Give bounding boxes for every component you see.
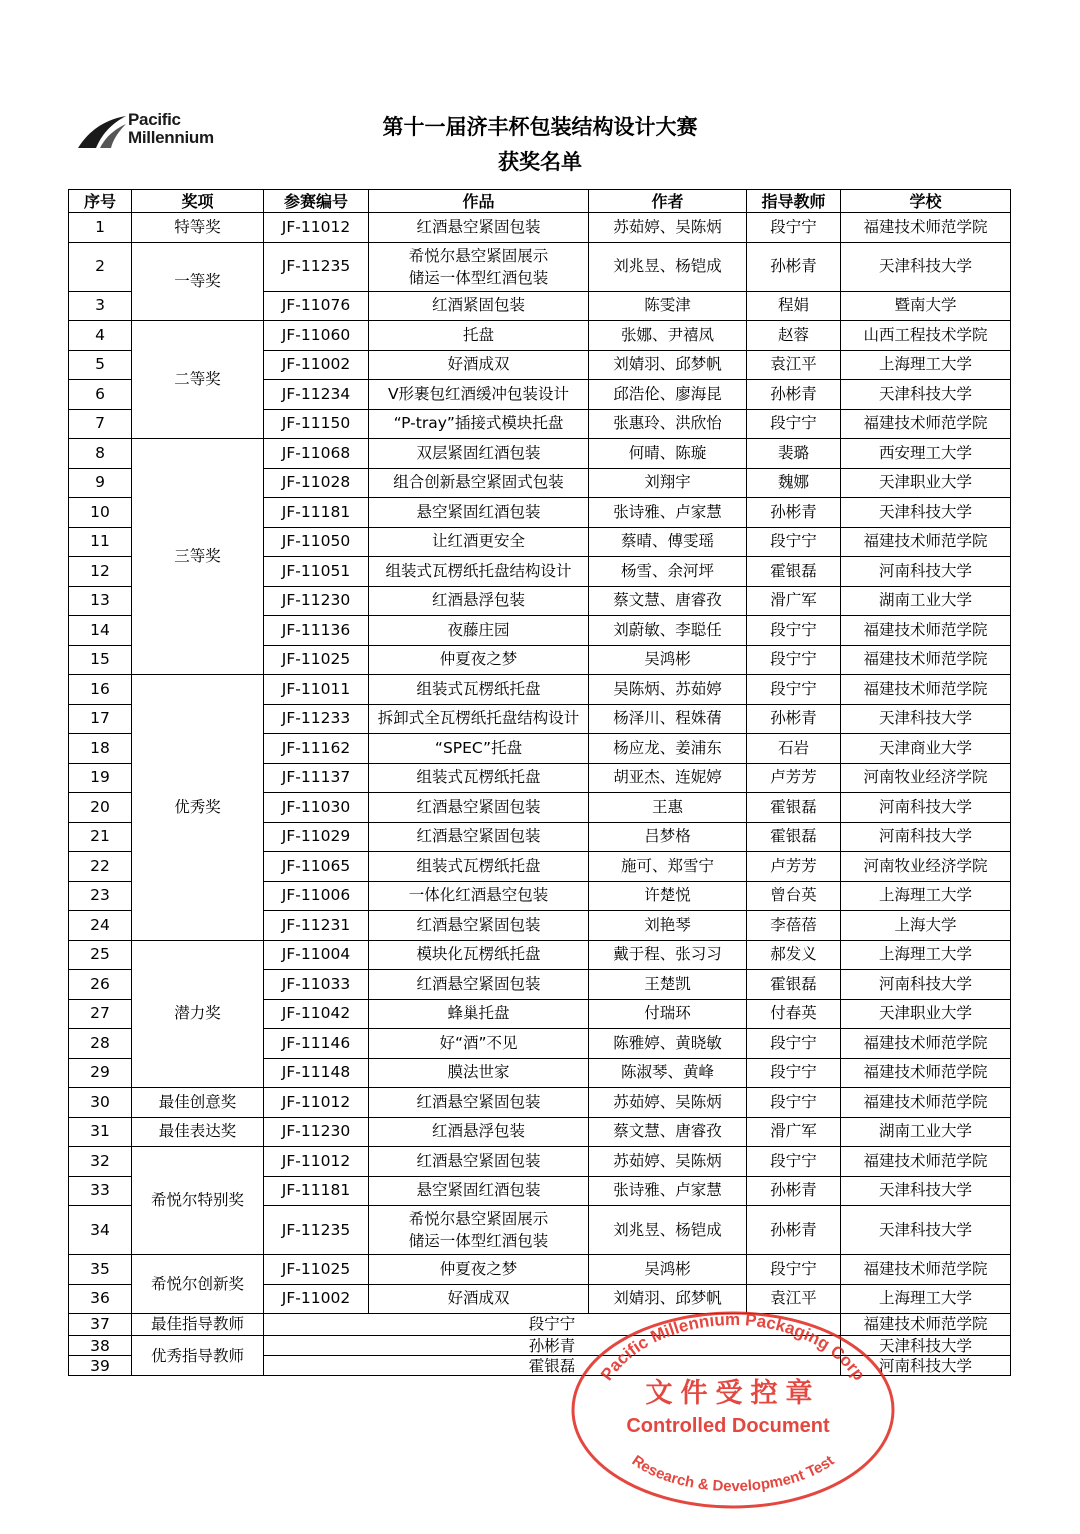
award-table: [68, 189, 1011, 1376]
advisor-name: 卢芳芳: [747, 763, 841, 793]
advisor-name: 滑广军: [747, 586, 841, 616]
advisor-name: 滑广军: [747, 1117, 841, 1147]
author-names: 刘蔚敏、李聪任: [589, 616, 747, 646]
entry-code: JF-11231: [264, 911, 369, 941]
entry-code: JF-11060: [264, 321, 369, 351]
author-names: 吴陈炳、苏茹婷: [589, 675, 747, 705]
work-title: [369, 242, 589, 291]
row-number: 10: [69, 498, 132, 528]
row-number: 32: [69, 1147, 132, 1177]
author-names: 苏茹婷、吴陈炳: [589, 213, 747, 243]
author-names: 胡亚杰、连妮婷: [589, 763, 747, 793]
work-title: 红酒悬空紧固包装: [369, 213, 589, 243]
award-table-body: [69, 213, 1011, 1376]
school-name: 西安理工大学: [841, 439, 1011, 469]
work-title: 红酒紧固包装: [369, 291, 589, 321]
work-title: [369, 1206, 589, 1255]
school-name: 河南牧业经济学院: [841, 763, 1011, 793]
school-name: 天津科技大学: [841, 704, 1011, 734]
entry-code: JF-11002: [264, 350, 369, 380]
work-title: 让红酒更安全: [369, 527, 589, 557]
author-names: 吴鸿彬: [589, 645, 747, 675]
award-name: 最佳指导教师: [132, 1314, 264, 1336]
school-name: 湖南工业大学: [841, 586, 1011, 616]
teacher-name: 霍银磊: [264, 1356, 841, 1376]
teacher-award-row: [69, 1336, 1011, 1356]
work-title: 仲夏夜之梦: [369, 645, 589, 675]
row-number: 16: [69, 675, 132, 705]
author-names: 杨泽川、程姝蒨: [589, 704, 747, 734]
advisor-name: 孙彬青: [747, 704, 841, 734]
school-name: 福建技术师范学院: [841, 645, 1011, 675]
school-name: 上海理工大学: [841, 350, 1011, 380]
school-name: 福建技术师范学院: [841, 527, 1011, 557]
row-number: 22: [69, 852, 132, 882]
work-title: “P-tray”插接式模块托盘: [369, 409, 589, 439]
advisor-name: 程娟: [747, 291, 841, 321]
award-name: 最佳表达奖: [132, 1117, 264, 1147]
work-title: 组装式瓦楞纸托盘: [369, 675, 589, 705]
header-award: 奖项: [132, 190, 264, 213]
advisor-name: 袁江平: [747, 350, 841, 380]
row-number: 27: [69, 999, 132, 1029]
author-names: 陈淑琴、黄峰: [589, 1058, 747, 1088]
school-name: 天津职业大学: [841, 999, 1011, 1029]
work-title: 红酒悬空紧固包装: [369, 1147, 589, 1177]
work-title: 红酒悬空紧固包装: [369, 822, 589, 852]
school-name: 天津科技大学: [841, 380, 1011, 410]
advisor-name: 石岩: [747, 734, 841, 764]
entry-code: JF-11137: [264, 763, 369, 793]
entry-code: JF-11076: [264, 291, 369, 321]
award-name: 一等奖: [132, 242, 264, 321]
author-names: 蔡文慧、唐睿孜: [589, 1117, 747, 1147]
author-names: 苏茹婷、吴陈炳: [589, 1147, 747, 1177]
entry-code: JF-11234: [264, 380, 369, 410]
work-title: 托盘: [369, 321, 589, 351]
header-no: 序号: [69, 190, 132, 213]
row-number: 24: [69, 911, 132, 941]
entry-code: JF-11136: [264, 616, 369, 646]
author-names: 蔡文慧、唐睿孜: [589, 586, 747, 616]
table-row: [69, 1117, 1011, 1147]
row-number: 38: [69, 1336, 132, 1356]
row-number: 14: [69, 616, 132, 646]
author-names: 刘翔宇: [589, 468, 747, 498]
table-row: [69, 213, 1011, 243]
advisor-name: 赵蓉: [747, 321, 841, 351]
work-title: 膜法世家: [369, 1058, 589, 1088]
work-title: 好酒成双: [369, 350, 589, 380]
advisor-name: 李蓓蓓: [747, 911, 841, 941]
school-name: 天津科技大学: [841, 1336, 1011, 1356]
advisor-name: 段宁宁: [747, 213, 841, 243]
advisor-name: 段宁宁: [747, 1255, 841, 1285]
advisor-name: 郝发义: [747, 940, 841, 970]
school-name: 福建技术师范学院: [841, 1255, 1011, 1285]
author-names: 付瑞环: [589, 999, 747, 1029]
header-author: 作者: [589, 190, 747, 213]
entry-code: JF-11028: [264, 468, 369, 498]
advisor-name: 孙彬青: [747, 242, 841, 291]
table-row: [69, 439, 1011, 469]
work-title: 红酒悬浮包装: [369, 1117, 589, 1147]
author-names: 王惠: [589, 793, 747, 823]
author-names: 王楚凯: [589, 970, 747, 1000]
entry-code: JF-11030: [264, 793, 369, 823]
advisor-name: 段宁宁: [747, 645, 841, 675]
work-title: 红酒悬空紧固包装: [369, 1088, 589, 1118]
school-name: 福建技术师范学院: [841, 1029, 1011, 1059]
advisor-name: 孙彬青: [747, 1206, 841, 1255]
work-title: 悬空紧固红酒包装: [369, 498, 589, 528]
author-names: 陈雅婷、黄晓敏: [589, 1029, 747, 1059]
row-number: 4: [69, 321, 132, 351]
teacher-name: 段宁宁: [264, 1314, 841, 1336]
entry-code: JF-11050: [264, 527, 369, 557]
table-row: [69, 1147, 1011, 1177]
advisor-name: 裴璐: [747, 439, 841, 469]
advisor-name: 段宁宁: [747, 1147, 841, 1177]
entry-code: JF-11012: [264, 1088, 369, 1118]
row-number: 13: [69, 586, 132, 616]
author-names: 张诗雅、卢家慧: [589, 1176, 747, 1206]
row-number: 1: [69, 213, 132, 243]
entry-code: JF-11012: [264, 1147, 369, 1177]
header-teacher: 指导教师: [747, 190, 841, 213]
entry-code: JF-11029: [264, 822, 369, 852]
work-title: 拆卸式全瓦楞纸托盘结构设计: [369, 704, 589, 734]
row-number: 35: [69, 1255, 132, 1285]
teacher-award-row: [69, 1314, 1011, 1336]
work-title-line: 希悦尔悬空紧固展示: [408, 246, 549, 265]
entry-code: JF-11025: [264, 1255, 369, 1285]
school-name: 福建技术师范学院: [841, 616, 1011, 646]
school-name: 福建技术师范学院: [841, 213, 1011, 243]
work-title-line: 储运一体型红酒包装: [408, 1232, 549, 1250]
author-names: 施可、郑雪宁: [589, 852, 747, 882]
author-names: 刘兆昱、杨铠成: [589, 242, 747, 291]
logo-line2: Millennium: [128, 128, 214, 147]
school-name: 河南科技大学: [841, 1356, 1011, 1376]
header-school: 学校: [841, 190, 1011, 213]
entry-code: JF-11230: [264, 586, 369, 616]
author-names: 蔡晴、傅雯瑶: [589, 527, 747, 557]
entry-code: JF-11146: [264, 1029, 369, 1059]
row-number: 36: [69, 1284, 132, 1314]
entry-code: JF-11006: [264, 881, 369, 911]
work-title: 红酒悬空紧固包装: [369, 970, 589, 1000]
award-name: 优秀指导教师: [132, 1336, 264, 1376]
work-title: 好“酒”不见: [369, 1029, 589, 1059]
table-row: [69, 675, 1011, 705]
table-row: [69, 940, 1011, 970]
school-name: 福建技术师范学院: [841, 1058, 1011, 1088]
advisor-name: 魏娜: [747, 468, 841, 498]
work-title: 红酒悬空紧固包装: [369, 793, 589, 823]
table-row: [69, 1088, 1011, 1118]
author-names: 何晴、陈璇: [589, 439, 747, 469]
page-subtitle: 获奖名单: [498, 150, 582, 174]
logo-line1: Pacific: [128, 110, 181, 129]
row-number: 23: [69, 881, 132, 911]
author-names: 吕梦格: [589, 822, 747, 852]
advisor-name: 霍银磊: [747, 970, 841, 1000]
row-number: 20: [69, 793, 132, 823]
header-code: 参赛编号: [264, 190, 369, 213]
work-title: 一体化红酒悬空包装: [369, 881, 589, 911]
school-name: 河南科技大学: [841, 793, 1011, 823]
work-title-line: 希悦尔悬空紧固展示: [408, 1210, 549, 1228]
row-number: 26: [69, 970, 132, 1000]
author-names: 刘兆昱、杨铠成: [589, 1206, 747, 1255]
row-number: 5: [69, 350, 132, 380]
row-number: 31: [69, 1117, 132, 1147]
award-name: 优秀奖: [132, 675, 264, 941]
school-name: 福建技术师范学院: [841, 1314, 1011, 1336]
school-name: 上海理工大学: [841, 940, 1011, 970]
school-name: 上海理工大学: [841, 1284, 1011, 1314]
author-names: 杨雪、余河坪: [589, 557, 747, 587]
row-number: 19: [69, 763, 132, 793]
author-names: 陈雯津: [589, 291, 747, 321]
award-name: 三等奖: [132, 439, 264, 675]
award-name: 特等奖: [132, 213, 264, 243]
author-names: 张惠玲、洪欣怡: [589, 409, 747, 439]
stamp-center-text: 文件受控章: [645, 1378, 821, 1409]
advisor-name: 段宁宁: [747, 616, 841, 646]
school-name: 河南科技大学: [841, 557, 1011, 587]
award-name: 希悦尔创新奖: [132, 1255, 264, 1314]
author-names: 许楚悦: [589, 881, 747, 911]
row-number: 2: [69, 242, 132, 291]
school-name: 河南科技大学: [841, 970, 1011, 1000]
row-number: 11: [69, 527, 132, 557]
table-header-row: [69, 190, 1011, 213]
school-name: 福建技术师范学院: [841, 409, 1011, 439]
advisor-name: 袁江平: [747, 1284, 841, 1314]
award-name: 希悦尔特别奖: [132, 1147, 264, 1255]
work-title-line: 储运一体型红酒包装: [408, 268, 549, 287]
table-row: [69, 1255, 1011, 1285]
advisor-name: 孙彬青: [747, 1176, 841, 1206]
stamp-bottom-text: Research & Development Test: [628, 1452, 838, 1495]
header-work: 作品: [369, 190, 589, 213]
work-title: 组装式瓦楞纸托盘: [369, 763, 589, 793]
entry-code: JF-11181: [264, 1176, 369, 1206]
entry-code: JF-11230: [264, 1117, 369, 1147]
advisor-name: 孙彬青: [747, 498, 841, 528]
author-names: 刘婧羽、邱梦帆: [589, 350, 747, 380]
advisor-name: 孙彬青: [747, 380, 841, 410]
school-name: 上海大学: [841, 911, 1011, 941]
page-title: 第十一届济丰杯包装结构设计大赛: [382, 115, 698, 139]
work-title: 夜藤庄园: [369, 616, 589, 646]
work-title: 组合创新悬空紧固式包装: [369, 468, 589, 498]
entry-code: JF-11002: [264, 1284, 369, 1314]
row-number: 15: [69, 645, 132, 675]
entry-code: JF-11235: [264, 242, 369, 291]
advisor-name: 段宁宁: [747, 1088, 841, 1118]
advisor-name: 霍银磊: [747, 793, 841, 823]
advisor-name: 霍银磊: [747, 822, 841, 852]
entry-code: JF-11004: [264, 940, 369, 970]
school-name: 天津科技大学: [841, 498, 1011, 528]
teacher-name: 孙彬青: [264, 1336, 841, 1356]
advisor-name: 段宁宁: [747, 1058, 841, 1088]
school-name: 天津职业大学: [841, 468, 1011, 498]
award-name: 二等奖: [132, 321, 264, 439]
row-number: 6: [69, 380, 132, 410]
school-name: 河南牧业经济学院: [841, 852, 1011, 882]
row-number: 34: [69, 1206, 132, 1255]
school-name: 暨南大学: [841, 291, 1011, 321]
work-title: 悬空紧固红酒包装: [369, 1176, 589, 1206]
entry-code: JF-11150: [264, 409, 369, 439]
work-title: 好酒成双: [369, 1284, 589, 1314]
work-title: 双层紧固红酒包装: [369, 439, 589, 469]
entry-code: JF-11033: [264, 970, 369, 1000]
row-number: 7: [69, 409, 132, 439]
stamp-top-text: Pacific Millennium Packaging Corp: [597, 1310, 869, 1384]
row-number: 12: [69, 557, 132, 587]
author-names: 戴于程、张习习: [589, 940, 747, 970]
author-names: 苏茹婷、吴陈炳: [589, 1088, 747, 1118]
school-name: 天津科技大学: [841, 1176, 1011, 1206]
row-number: 39: [69, 1356, 132, 1376]
school-name: 河南科技大学: [841, 822, 1011, 852]
row-number: 21: [69, 822, 132, 852]
work-title: 组装式瓦楞纸托盘结构设计: [369, 557, 589, 587]
school-name: 天津商业大学: [841, 734, 1011, 764]
advisor-name: 曾台英: [747, 881, 841, 911]
work-title: 红酒悬浮包装: [369, 586, 589, 616]
entry-code: JF-11011: [264, 675, 369, 705]
entry-code: JF-11181: [264, 498, 369, 528]
entry-code: JF-11065: [264, 852, 369, 882]
work-title: V形裹包红酒缓冲包装设计: [369, 380, 589, 410]
advisor-name: 霍银磊: [747, 557, 841, 587]
row-number: 8: [69, 439, 132, 469]
entry-code: JF-11162: [264, 734, 369, 764]
school-name: 山西工程技术学院: [841, 321, 1011, 351]
entry-code: JF-11068: [264, 439, 369, 469]
row-number: 3: [69, 291, 132, 321]
row-number: 9: [69, 468, 132, 498]
entry-code: JF-11051: [264, 557, 369, 587]
author-names: 吴鸿彬: [589, 1255, 747, 1285]
author-names: 刘婧羽、邱梦帆: [589, 1284, 747, 1314]
entry-code: JF-11042: [264, 999, 369, 1029]
advisor-name: 付春英: [747, 999, 841, 1029]
work-title: 组装式瓦楞纸托盘: [369, 852, 589, 882]
row-number: 29: [69, 1058, 132, 1088]
row-number: 25: [69, 940, 132, 970]
work-title: “SPEC”托盘: [369, 734, 589, 764]
advisor-name: 段宁宁: [747, 675, 841, 705]
table-row: [69, 321, 1011, 351]
work-title: 模块化瓦楞纸托盘: [369, 940, 589, 970]
row-number: 33: [69, 1176, 132, 1206]
entry-code: JF-11148: [264, 1058, 369, 1088]
row-number: 30: [69, 1088, 132, 1118]
author-names: 杨应龙、姜浦东: [589, 734, 747, 764]
author-names: 邱浩伦、廖海昆: [589, 380, 747, 410]
advisor-name: 段宁宁: [747, 409, 841, 439]
row-number: 37: [69, 1314, 132, 1336]
row-number: 28: [69, 1029, 132, 1059]
entry-code: JF-11233: [264, 704, 369, 734]
advisor-name: 卢芳芳: [747, 852, 841, 882]
work-title: 仲夏夜之梦: [369, 1255, 589, 1285]
author-names: 刘艳琴: [589, 911, 747, 941]
work-title: 蜂巢托盘: [369, 999, 589, 1029]
row-number: 18: [69, 734, 132, 764]
author-names: 张娜、尹禧凤: [589, 321, 747, 351]
entry-code: JF-11012: [264, 213, 369, 243]
award-name: 最佳创意奖: [132, 1088, 264, 1118]
award-name: 潜力奖: [132, 940, 264, 1088]
entry-code: JF-11235: [264, 1206, 369, 1255]
school-name: 福建技术师范学院: [841, 1088, 1011, 1118]
school-name: 湖南工业大学: [841, 1117, 1011, 1147]
row-number: 17: [69, 704, 132, 734]
table-row: [69, 242, 1011, 291]
school-name: 福建技术师范学院: [841, 675, 1011, 705]
entry-code: JF-11025: [264, 645, 369, 675]
work-title: 红酒悬空紧固包装: [369, 911, 589, 941]
author-names: 张诗雅、卢家慧: [589, 498, 747, 528]
advisor-name: 段宁宁: [747, 1029, 841, 1059]
advisor-name: 段宁宁: [747, 527, 841, 557]
school-name: 福建技术师范学院: [841, 1147, 1011, 1177]
school-name: 天津科技大学: [841, 242, 1011, 291]
stamp-controlled-text: Controlled Document: [626, 1415, 830, 1437]
school-name: 天津科技大学: [841, 1206, 1011, 1255]
school-name: 上海理工大学: [841, 881, 1011, 911]
